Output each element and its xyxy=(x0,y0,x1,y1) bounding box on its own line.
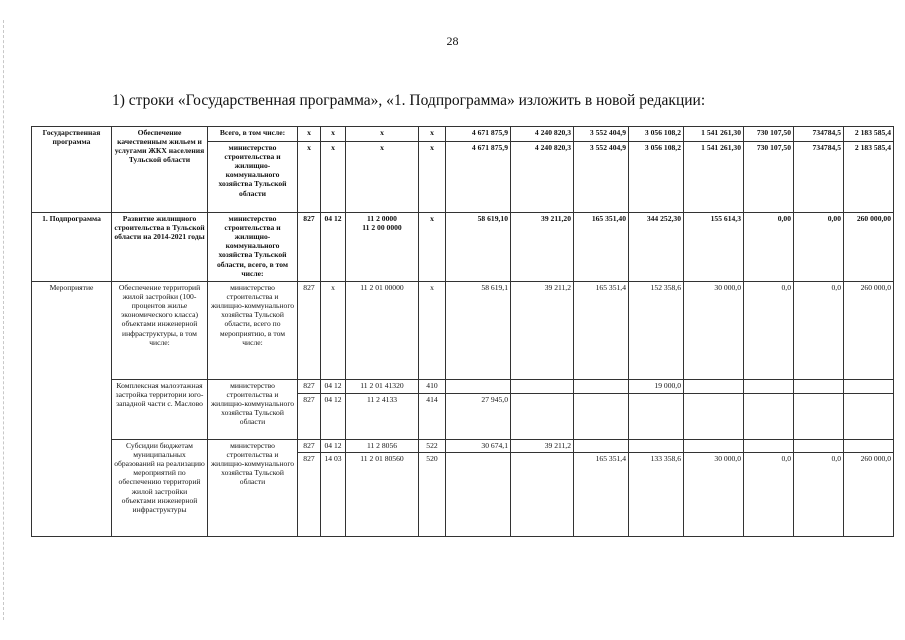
value-cell: 1 541 261,30 xyxy=(684,127,744,142)
code-cell: 11 2 01 80560 xyxy=(346,453,419,537)
value-cell: 4 240 820,3 xyxy=(511,142,574,213)
value-cell: 27 945,0 xyxy=(446,394,511,440)
value-cell: 133 358,6 xyxy=(629,453,684,537)
executor-cell: министерство строительства и жилищно-коммунального хозяйства Тульской области xyxy=(208,142,298,213)
value-cell: 0,00 xyxy=(744,213,794,282)
value-cell xyxy=(844,380,894,394)
row-type-cell: 1. Подпрограмма xyxy=(32,213,112,282)
value-cell xyxy=(744,380,794,394)
page-number: 28 xyxy=(446,34,459,48)
program-name-cell: Развитие жилищного строительства в Тульской области на 2014-2021 годы xyxy=(112,213,208,282)
value-cell: 3 552 404,9 xyxy=(574,142,629,213)
value-cell: 2 183 585,4 xyxy=(844,142,894,213)
value-cell xyxy=(511,453,574,537)
value-cell: 165 351,4 xyxy=(574,453,629,537)
value-cell: 260 000,0 xyxy=(844,282,894,380)
executor-cell: министерство строительства и жилищно-коммунального хозяйства Тульской области xyxy=(208,440,298,537)
value-cell: 39 211,2 xyxy=(511,440,574,453)
value-cell xyxy=(844,440,894,453)
code-cell: х xyxy=(419,213,446,282)
value-cell xyxy=(574,394,629,440)
executor-cell: министерство строительства и жилищно-коммунального хозяйства Тульской области xyxy=(208,380,298,440)
value-cell: 39 211,2 xyxy=(511,282,574,380)
code-line: 11 2 00 0000 xyxy=(362,223,402,233)
executor-cell: министерство строительства и жилищно-коммунального хозяйства Тульской области, всего по мероприятию, в том числе: xyxy=(208,282,298,380)
value-cell xyxy=(629,394,684,440)
table-row xyxy=(32,282,894,380)
value-cell xyxy=(574,440,629,453)
value-cell: 39 211,20 xyxy=(511,213,574,282)
code-cell: 14 03 xyxy=(321,453,346,537)
code-cell: 414 xyxy=(419,394,446,440)
program-funding-table xyxy=(31,126,894,537)
value-cell xyxy=(844,394,894,440)
amendment-heading: 1) строки «Государственная программа», «1. Подпрограмма» изложить в новой редакции: xyxy=(112,92,706,109)
code-cell: 520 xyxy=(419,453,446,537)
value-cell: 165 351,4 xyxy=(574,282,629,380)
value-cell xyxy=(684,380,744,394)
code-cell: 827 xyxy=(298,440,321,453)
code-cell: 11 2 01 41320 xyxy=(346,380,419,394)
value-cell: 260 000,00 xyxy=(844,213,894,282)
code-cell: х xyxy=(321,127,346,142)
binding-margin-line xyxy=(3,20,4,620)
value-cell: 730 107,50 xyxy=(744,142,794,213)
value-cell: 734784,5 xyxy=(794,142,844,213)
row-type-cell: Мероприятие xyxy=(32,282,112,537)
value-cell: 730 107,50 xyxy=(744,127,794,142)
value-cell xyxy=(511,380,574,394)
value-cell: 0,0 xyxy=(744,453,794,537)
code-cell: х xyxy=(419,282,446,380)
value-cell xyxy=(684,394,744,440)
value-cell: 19 000,0 xyxy=(629,380,684,394)
value-cell: 260 000,0 xyxy=(844,453,894,537)
value-cell: 3 056 108,2 xyxy=(629,127,684,142)
program-name-cell: Обеспечение качественным жильем и услугами ЖКХ населения Тульской области xyxy=(112,127,208,213)
code-cell: 04 12 xyxy=(321,394,346,440)
code-cell: 11 2 4133 xyxy=(346,394,419,440)
row-type-cell: Государственная программа xyxy=(32,127,112,213)
value-cell: 4 671 875,9 xyxy=(446,142,511,213)
value-cell xyxy=(446,453,511,537)
code-line: 11 2 0000 xyxy=(367,214,397,223)
code-cell: 04 12 xyxy=(321,213,346,282)
code-cell: х xyxy=(298,127,321,142)
value-cell xyxy=(794,440,844,453)
code-cell: х xyxy=(419,142,446,213)
code-cell: 522 xyxy=(419,440,446,453)
program-name-cell: Обеспечение территорий жилой застройки (100-процентов жилье экономического класса) объектами инженерной инфраструктуры, в том числе: xyxy=(112,282,208,380)
table-row xyxy=(32,127,894,142)
code-cell xyxy=(346,213,419,282)
value-cell xyxy=(629,440,684,453)
value-cell: 734784,5 xyxy=(794,127,844,142)
code-cell: х xyxy=(321,282,346,380)
value-cell: 30 000,0 xyxy=(684,453,744,537)
table-row xyxy=(32,213,894,282)
code-cell: 04 12 xyxy=(321,440,346,453)
code-cell: 410 xyxy=(419,380,446,394)
program-name-cell: Субсидии бюджетам муниципальных образований на реализацию мероприятий по обеспечению территорий жилой застройки объектами инженерной инфраструктуры xyxy=(112,440,208,537)
executor-cell: министерство строительства и жилищно-коммунального хозяйства Тульской области, всего, в том числе: xyxy=(208,213,298,282)
code-cell: 827 xyxy=(298,213,321,282)
code-cell: х xyxy=(346,127,419,142)
code-cell: 827 xyxy=(298,380,321,394)
value-cell: 58 619,1 xyxy=(446,282,511,380)
code-cell: х xyxy=(321,142,346,213)
code-cell: 827 xyxy=(298,282,321,380)
value-cell: 0,0 xyxy=(744,282,794,380)
code-cell: 04 12 xyxy=(321,380,346,394)
code-cell: 11 2 8056 xyxy=(346,440,419,453)
value-cell xyxy=(794,380,844,394)
code-cell: 11 2 01 00000 xyxy=(346,282,419,380)
program-name-cell: Комплексная малоэтажная застройка территории юго-западной части с. Маслово xyxy=(112,380,208,440)
code-cell: х xyxy=(298,142,321,213)
value-cell: 4 240 820,3 xyxy=(511,127,574,142)
value-cell: 0,0 xyxy=(794,453,844,537)
value-cell: 3 056 108,2 xyxy=(629,142,684,213)
value-cell: 2 183 585,4 xyxy=(844,127,894,142)
value-cell: 1 541 261,30 xyxy=(684,142,744,213)
value-cell: 58 619,10 xyxy=(446,213,511,282)
table-row xyxy=(32,380,894,394)
value-cell: 165 351,40 xyxy=(574,213,629,282)
value-cell: 0,0 xyxy=(794,282,844,380)
value-cell: 155 614,3 xyxy=(684,213,744,282)
code-cell: 827 xyxy=(298,394,321,440)
code-cell: х xyxy=(419,127,446,142)
value-cell xyxy=(511,394,574,440)
value-cell xyxy=(744,394,794,440)
value-cell xyxy=(574,380,629,394)
value-cell: 3 552 404,9 xyxy=(574,127,629,142)
value-cell: 4 671 875,9 xyxy=(446,127,511,142)
value-cell: 30 000,0 xyxy=(684,282,744,380)
value-cell: 30 674,1 xyxy=(446,440,511,453)
value-cell xyxy=(794,394,844,440)
value-cell xyxy=(684,440,744,453)
executor-cell: Всего, в том числе: xyxy=(208,127,298,142)
value-cell: 152 358,6 xyxy=(629,282,684,380)
table-row xyxy=(32,440,894,453)
code-cell: х xyxy=(346,142,419,213)
code-cell: 827 xyxy=(298,453,321,537)
value-cell: 0,00 xyxy=(794,213,844,282)
value-cell xyxy=(446,380,511,394)
value-cell: 344 252,30 xyxy=(629,213,684,282)
value-cell xyxy=(744,440,794,453)
